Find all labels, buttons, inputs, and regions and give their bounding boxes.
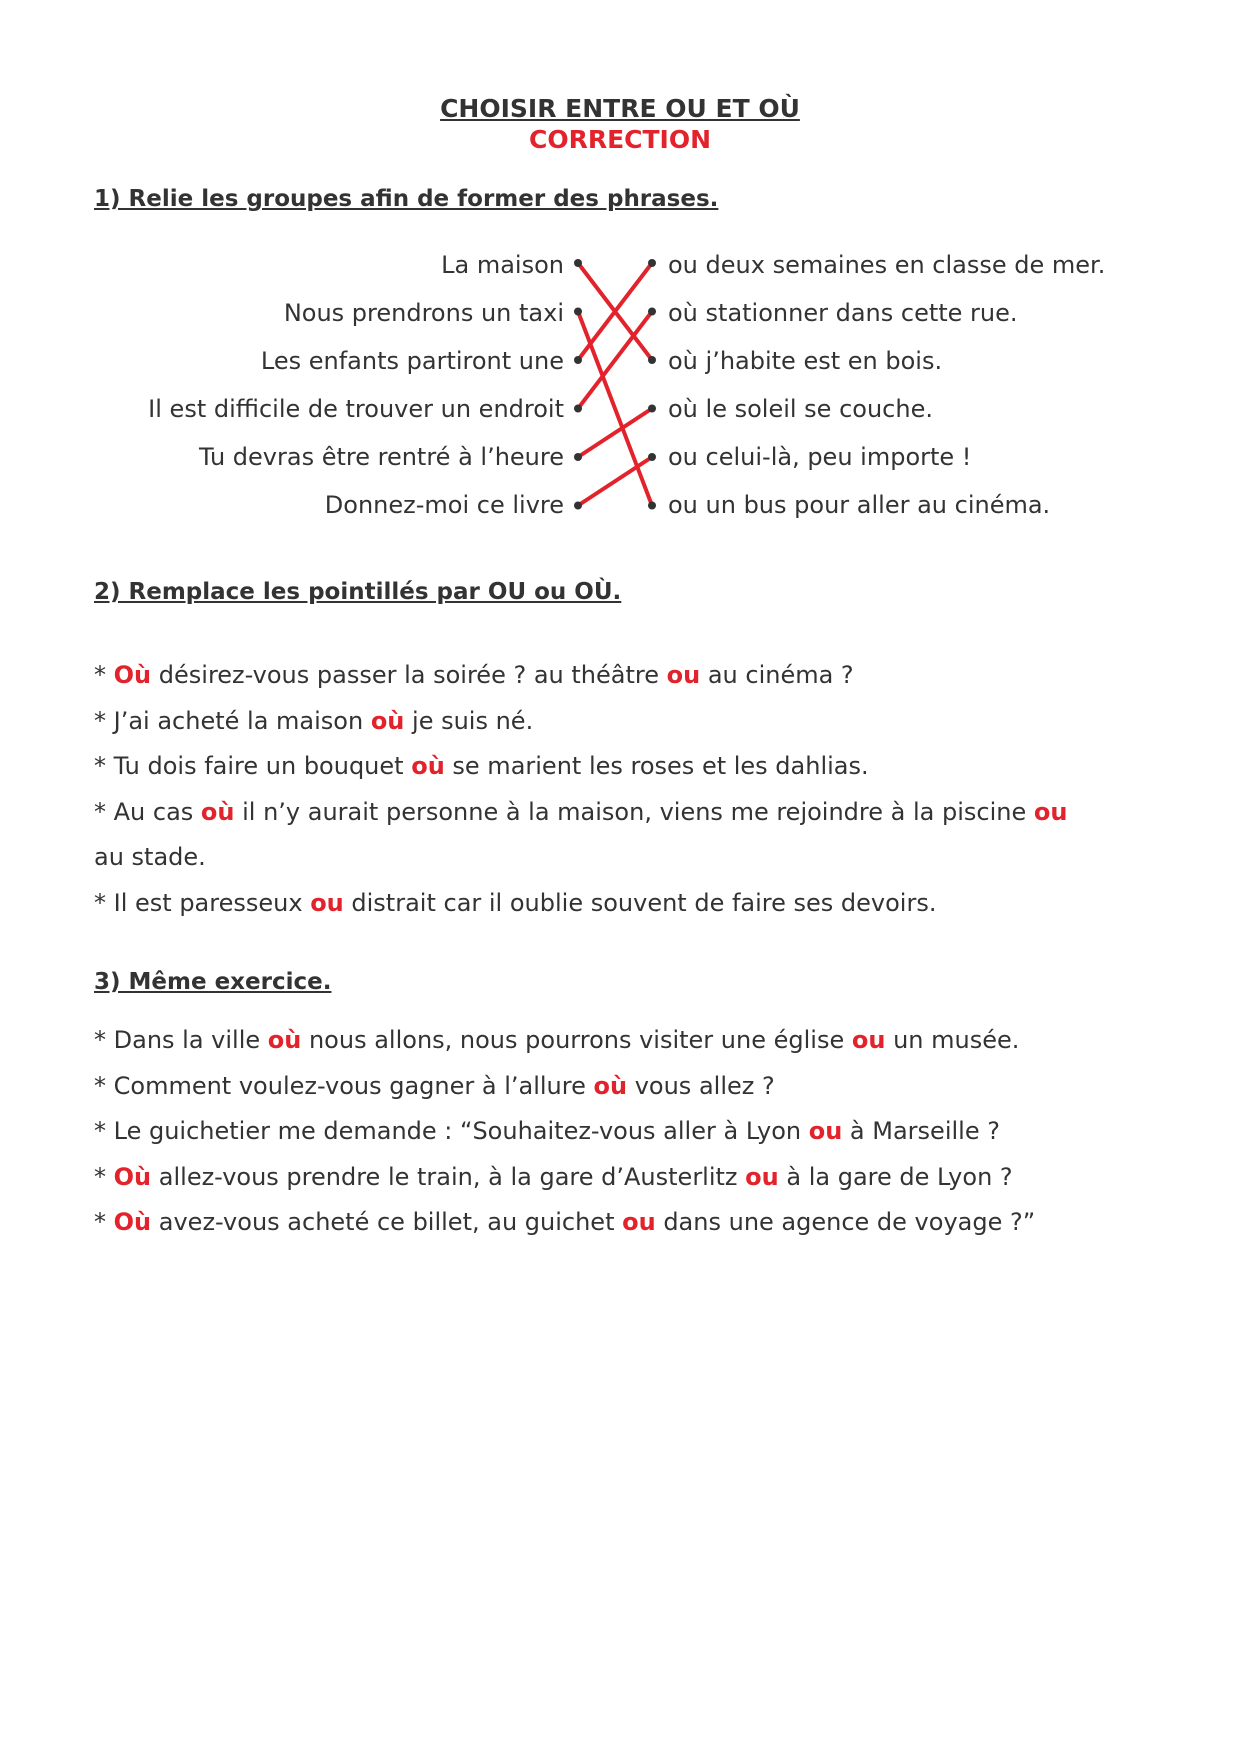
right-dot-6	[648, 502, 656, 510]
match-line-5	[578, 409, 652, 458]
ex3-sentence-2: * Comment voulez-vous gagner à l’allure où vous allez ?	[94, 1071, 775, 1100]
ex2-sentence-2: * J’ai acheté la maison où je suis né.	[94, 706, 534, 735]
answer-word: ou	[745, 1162, 779, 1191]
left-group-5: Tu devras être rentré à l’heure	[198, 443, 564, 471]
exercise-2-heading: 2) Remplace les pointillés par OU ou OÙ.	[94, 579, 622, 605]
ex3-sentence-5: * Où avez-vous acheté ce billet, au guichet ou dans une agence de voyage ?”	[94, 1208, 1036, 1236]
right-group-2: où stationner dans cette rue.	[668, 299, 1018, 327]
left-dot-3	[574, 356, 582, 364]
matching-lines	[0, 0, 1240, 560]
left-dot-1	[574, 259, 582, 267]
ex2-sentence-3: * Tu dois faire un bouquet où se marient les roses et les dahlias.	[94, 752, 869, 780]
ex3-sentence-4: * Où allez-vous prendre le train, à la gare d’Austerlitz ou à la gare de Lyon ?	[94, 1162, 1013, 1191]
answer-word: où	[267, 1026, 302, 1054]
left-group-4: Il est difficile de trouver un endroit	[148, 395, 564, 423]
ex2-sentence-4: * Au cas où il n’y aurait personne à la maison, viens me rejoindre à la piscine ou	[94, 797, 1068, 826]
answer-word: ou	[808, 1117, 843, 1145]
ex2-sentence-1: * Où désirez-vous passer la soirée ? au théâtre ou au cinéma ?	[94, 661, 854, 689]
match-line-4	[578, 312, 652, 409]
ex2-sentence-6: * Il est paresseux ou distrait car il oublie souvent de faire ses devoirs.	[94, 888, 937, 917]
left-dot-2	[574, 308, 582, 316]
answer-word: où	[411, 752, 445, 780]
page-subtitle: CORRECTION	[528, 125, 712, 154]
left-group-3: Les enfants partiront une	[260, 347, 564, 375]
right-group-5: ou celui-là, peu importe !	[668, 443, 972, 471]
right-group-1: ou deux semaines en classe de mer.	[668, 251, 1106, 279]
ex3-sentence-1: * Dans la ville où nous allons, nous pourrons visiter une église ou un musée.	[94, 1026, 1020, 1054]
right-group-6: ou un bus pour aller au cinéma.	[668, 491, 1051, 519]
left-group-1: La maison	[441, 251, 564, 279]
right-dot-2	[648, 308, 656, 316]
ex3-sentence-3: * Le guichetier me demande : “Souhaitez-vous aller à Lyon ou à Marseille ?	[94, 1117, 1000, 1145]
answer-word: Où	[113, 1162, 152, 1191]
right-group-4: où le soleil se couche.	[668, 395, 933, 423]
right-dot-1	[648, 259, 656, 267]
answer-word: où	[593, 1071, 628, 1100]
right-dot-5	[648, 453, 656, 461]
answer-word: ou	[851, 1026, 886, 1054]
left-dot-6	[574, 502, 582, 510]
exercise-1-heading: 1) Relie les groupes afin de former des phrases.	[94, 186, 719, 212]
answer-word: ou	[310, 888, 344, 917]
left-dot-5	[574, 453, 582, 461]
answer-word: Où	[113, 661, 152, 689]
right-group-3: où j’habite est en bois.	[668, 347, 943, 375]
left-group-6: Donnez-moi ce livre	[324, 491, 564, 519]
right-dot-3	[648, 356, 656, 364]
left-dot-4	[574, 405, 582, 413]
match-line-2	[578, 312, 652, 506]
answer-word: ou	[666, 661, 701, 689]
answer-word: où	[200, 797, 235, 826]
page-title: CHOISIR ENTRE OU ET OÙ	[440, 94, 800, 123]
right-dot-4	[648, 405, 656, 413]
answer-word: ou	[1033, 797, 1068, 826]
answer-word: Où	[113, 1208, 152, 1236]
left-group-2: Nous prendrons un taxi	[283, 299, 564, 327]
matching-exercise	[0, 0, 1240, 560]
answer-word: ou	[622, 1208, 656, 1236]
answer-word: où	[370, 706, 405, 735]
exercise-3-heading: 3) Même exercice.	[94, 969, 332, 995]
ex2-sentence-5: au stade.	[94, 843, 206, 871]
